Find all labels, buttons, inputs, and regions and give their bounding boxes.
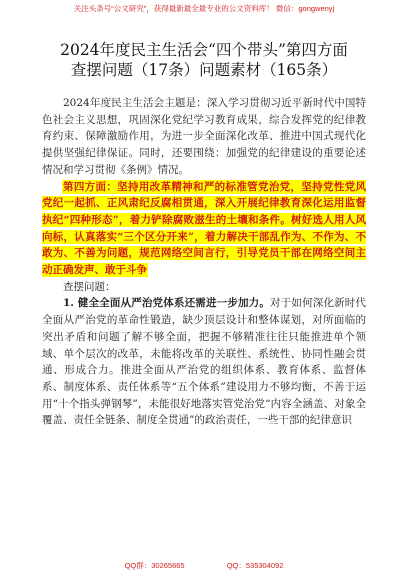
issue-item-1-body: 对于如何深化新时代全面从严治党的革命性锻造，缺少顶层设计和整体谋划，对所面临的突出矛盾和问题了解不够全面，把握不够精准往往只能推进单个领域、单个层次的改革，未能将改革的关联性、系统性、协同性融会贯通、形成合力。推进全面从严治党的组织体系、教育体系、监督体系、制度体系、责任体系等“五个体系”建设用力不够均衡，不善于运用“十个指头弹钢琴”，未能很好地落实管党治党“内容全涵盖、对象全覆盖、责任全链条、制度全贯通”的政治责任，一些干部的纪律意识 [42, 297, 366, 427]
footer-banner [0, 561, 408, 571]
title-line-2: 查摆问题（17条）问题素材（165条） [70, 61, 338, 79]
header-banner: 关注头条号“公文研究”，获得最新最全最专业的公文资料库！ 微信：gongwenyj [73, 4, 335, 13]
issue-item-1 [42, 295, 366, 429]
footer-qq: QQ：535304092 [226, 561, 284, 570]
section-label: 查摆问题： [63, 280, 116, 293]
document-title [34, 40, 374, 80]
footer-qq-group: QQ群：30265665 [124, 561, 185, 570]
highlighted-requirement [42, 179, 366, 279]
title-line-1: 2024年度民主生活会“四个带头”第四方面 [60, 41, 348, 59]
highlighted-requirement-text: 第四方面：坚持用改革精神和严的标准管党治党，坚持党性党风党纪一起抓、正风肃纪反腐相贯通，深入开展纪律教育深化运用监督执纪“四种形态”，着力铲除腐败滋生的土壤和条件。树好选人用人风向标，认真落实“三个区分开来”，着力解决干部乱作为、不作为、不敢为、不善为问题，规范网络空间言行，引导党员干部在网络空间主动正确发声、敢于斗争 [42, 180, 366, 277]
intro-paragraph: 2024年度民主生活会主题是：深入学习贯彻习近平新时代中国特色社会主义思想，巩固深化党纪学习教育成果，综合发挥党的纪律教育约束、保障激励作用，为进一步全面深化改革、推进中国式现代化提供坚强纪律保证。同时，还要围绕：加强党的纪律建设的重要论述情况和学习贯彻《条例》情况。 [42, 97, 366, 176]
issue-item-1-heading: 1. 健全全面从严治党体系还需进一步加力。 [63, 297, 271, 310]
document-body [42, 95, 366, 429]
